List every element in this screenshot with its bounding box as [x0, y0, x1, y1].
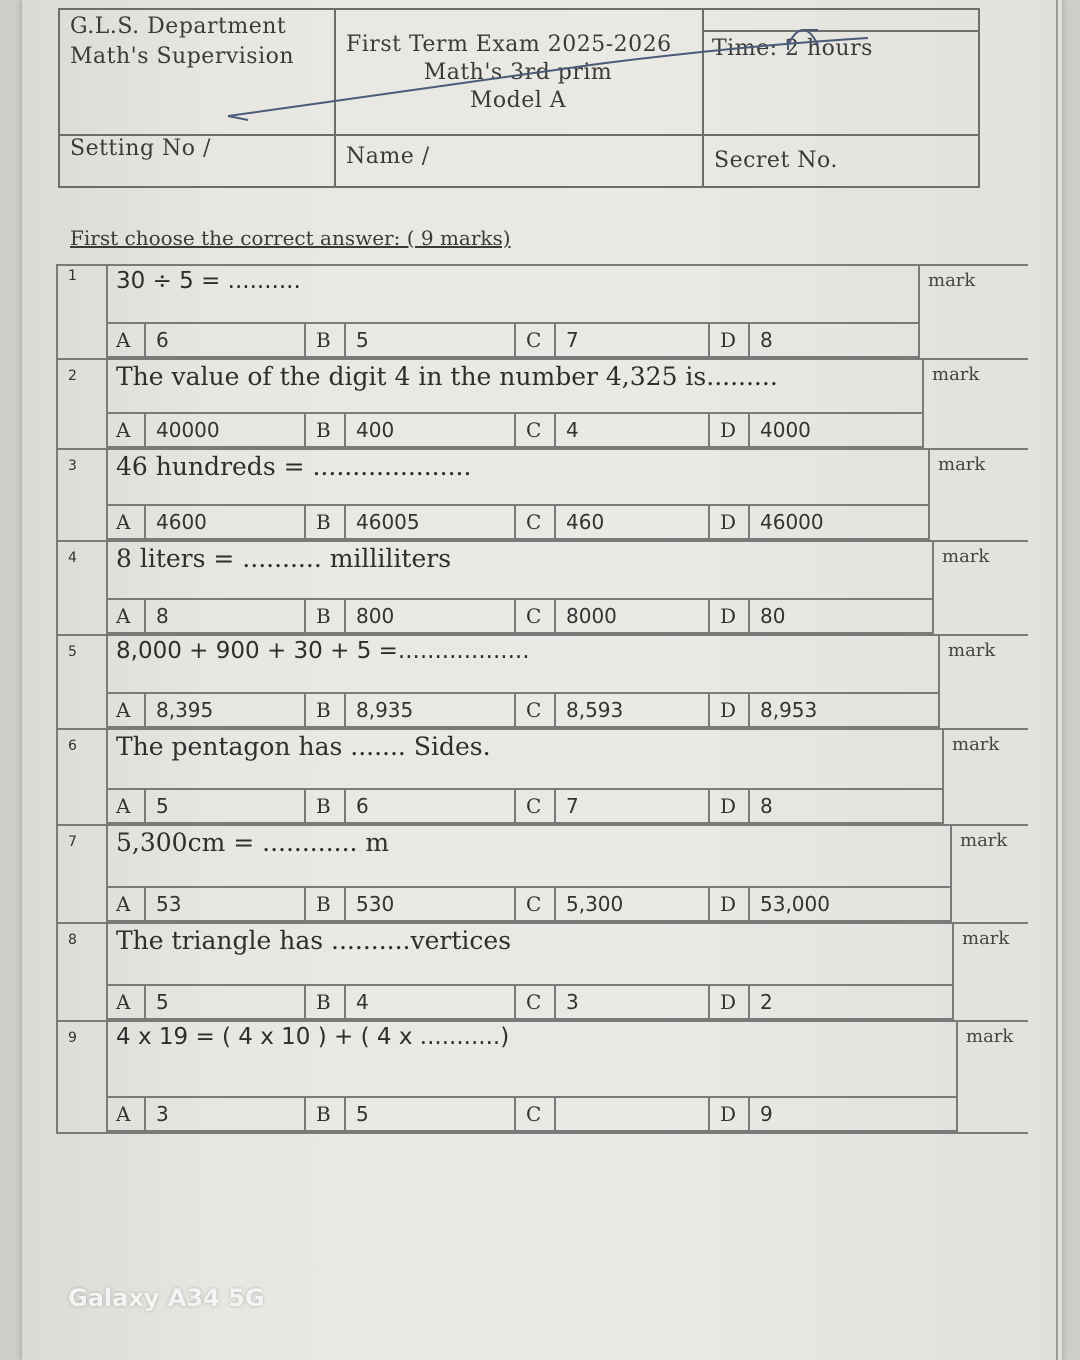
question-text: The triangle has ..........vertices [116, 926, 512, 955]
option-letter: D [720, 892, 737, 916]
grid-bottom-border [56, 1132, 1028, 1134]
mark-label: mark [942, 546, 990, 567]
question-text: 30 ÷ 5 = .......... [116, 268, 301, 294]
question-number: 1 [68, 268, 77, 284]
option-value: 8 [760, 794, 773, 818]
answer-option-d[interactable] [710, 986, 952, 1018]
option-cell-divider [304, 506, 306, 538]
mark-column-divider [950, 824, 952, 922]
option-letter: D [720, 328, 737, 352]
question-number: 7 [68, 834, 77, 850]
option-letter: D [720, 990, 737, 1014]
option-divider [748, 790, 750, 822]
option-divider [344, 888, 346, 920]
option-value: 4 [356, 990, 369, 1014]
section-title: First choose the correct answer: ( 9 marks) [70, 226, 511, 250]
option-cell-divider [304, 790, 306, 822]
option-divider [344, 986, 346, 1018]
option-cell-divider [514, 414, 516, 446]
secret-no-field[interactable]: Secret No. [714, 148, 838, 173]
option-letter: D [720, 418, 737, 442]
mark-column-divider [938, 634, 940, 728]
mark-label: mark [960, 830, 1008, 851]
option-divider [748, 888, 750, 920]
mark-label: mark [948, 640, 996, 661]
option-letter: B [316, 418, 331, 442]
option-divider [144, 600, 146, 632]
answer-option-d[interactable] [710, 888, 950, 920]
option-cell-divider [708, 790, 710, 822]
option-letter: A [116, 1102, 131, 1126]
option-letter: B [316, 794, 331, 818]
option-divider [344, 324, 346, 356]
answer-option-d[interactable] [710, 790, 942, 822]
answer-option-d[interactable] [710, 694, 938, 726]
option-divider [344, 1098, 346, 1130]
answer-option-b[interactable] [306, 600, 516, 632]
option-cell-divider [708, 506, 710, 538]
answer-option-c[interactable] [516, 600, 710, 632]
option-letter: B [316, 698, 331, 722]
option-letter: B [316, 510, 331, 534]
option-value: 40000 [156, 418, 220, 442]
option-cell-divider [304, 694, 306, 726]
options-row [106, 788, 942, 824]
option-value: 8000 [566, 604, 617, 628]
option-letter: B [316, 328, 331, 352]
option-letter: C [526, 794, 542, 818]
option-letter: B [316, 892, 331, 916]
option-divider [144, 986, 146, 1018]
option-divider [748, 506, 750, 538]
option-value: 8,935 [356, 698, 414, 722]
option-divider [554, 324, 556, 356]
option-value: 9 [760, 1102, 773, 1126]
option-cell-divider [514, 324, 516, 356]
option-value: 530 [356, 892, 395, 916]
option-value: 8,593 [566, 698, 624, 722]
option-divider [554, 888, 556, 920]
option-cell-divider [304, 986, 306, 1018]
mark-label: mark [928, 270, 976, 291]
option-value: 46000 [760, 510, 824, 534]
answer-option-a[interactable] [106, 324, 306, 356]
option-value: 6 [356, 794, 369, 818]
option-value: 460 [566, 510, 605, 534]
option-divider [144, 790, 146, 822]
department-label: G.L.S. Department [70, 14, 287, 39]
exam-header-table [58, 8, 978, 186]
options-row [106, 984, 952, 1020]
question-number: 9 [68, 1030, 77, 1046]
option-value: 4 [566, 418, 579, 442]
option-divider [344, 694, 346, 726]
options-row [106, 412, 922, 448]
option-letter: A [116, 604, 131, 628]
exam-title: First Term Exam 2025-2026 [346, 32, 672, 57]
answer-option-b[interactable] [306, 986, 516, 1018]
answer-option-a[interactable] [106, 888, 306, 920]
options-row [106, 886, 950, 922]
answer-option-c[interactable] [516, 1098, 710, 1130]
option-cell-divider [514, 888, 516, 920]
option-letter: A [116, 328, 131, 352]
option-cell-divider [708, 1098, 710, 1130]
option-cell-divider [304, 414, 306, 446]
option-value: 5,300 [566, 892, 624, 916]
answer-option-b[interactable] [306, 694, 516, 726]
option-cell-divider [708, 600, 710, 632]
option-letter: A [116, 698, 131, 722]
option-cell-divider [708, 986, 710, 1018]
option-letter: C [526, 698, 542, 722]
option-cell-divider [304, 600, 306, 632]
answer-option-a[interactable] [106, 790, 306, 822]
option-letter: D [720, 794, 737, 818]
option-divider [554, 986, 556, 1018]
option-divider [748, 986, 750, 1018]
mark-column-divider [932, 540, 934, 634]
question-number: 5 [68, 644, 77, 660]
subject-label: Math's 3rd prim [423, 60, 613, 85]
option-divider [144, 1098, 146, 1130]
option-cell-divider [708, 694, 710, 726]
question-text: The value of the digit 4 in the number 4,325 is......... [116, 362, 778, 391]
option-value: 53 [156, 892, 182, 916]
options-row [106, 1096, 956, 1132]
answer-option-a[interactable] [106, 694, 306, 726]
option-divider [748, 694, 750, 726]
option-value: 8,953 [760, 698, 818, 722]
option-letter: C [526, 990, 542, 1014]
option-divider [344, 790, 346, 822]
question-text: 5,300cm = ............ m [116, 828, 390, 857]
option-value: 8,395 [156, 698, 214, 722]
options-row [106, 322, 918, 358]
option-divider [748, 414, 750, 446]
model-label: Model A [469, 88, 567, 113]
option-divider [144, 506, 146, 538]
option-letter: B [316, 604, 331, 628]
option-cell-divider [514, 986, 516, 1018]
option-cell-divider [304, 888, 306, 920]
question-number: 8 [68, 932, 77, 948]
option-divider [344, 414, 346, 446]
option-divider [144, 694, 146, 726]
answer-option-c[interactable] [516, 694, 710, 726]
option-divider [554, 694, 556, 726]
answer-option-b[interactable] [306, 506, 516, 538]
option-divider [144, 888, 146, 920]
question-text: The pentagon has ....... Sides. [116, 732, 491, 761]
answer-option-b[interactable] [306, 790, 516, 822]
answer-option-b[interactable] [306, 414, 516, 446]
answer-option-b[interactable] [306, 324, 516, 356]
answer-option-d[interactable] [710, 414, 922, 446]
answer-option-c[interactable] [516, 790, 710, 822]
option-divider [748, 1098, 750, 1130]
question-number: 4 [68, 550, 77, 566]
mark-label: mark [966, 1026, 1014, 1047]
mark-column-divider [956, 1020, 958, 1132]
pen-scribble-icon [218, 20, 878, 130]
option-cell-divider [514, 600, 516, 632]
setting-no-field[interactable]: Setting No / [70, 136, 211, 161]
option-value: 53,000 [760, 892, 830, 916]
question-text: 8 liters = .......... milliliters [116, 544, 452, 573]
mark-label: mark [962, 928, 1010, 949]
option-letter: A [116, 510, 131, 534]
answer-option-b[interactable] [306, 1098, 516, 1130]
option-value: 46005 [356, 510, 420, 534]
answer-option-b[interactable] [306, 888, 516, 920]
option-letter: B [316, 990, 331, 1014]
option-value: 7 [566, 794, 579, 818]
option-value: 8 [760, 328, 773, 352]
answer-option-d[interactable] [710, 506, 928, 538]
option-letter: C [526, 604, 542, 628]
option-letter: C [526, 328, 542, 352]
option-divider [144, 414, 146, 446]
answer-option-c[interactable] [516, 506, 710, 538]
mark-column-divider [928, 448, 930, 540]
option-value: 5 [356, 328, 369, 352]
option-value: 7 [566, 328, 579, 352]
option-divider [144, 324, 146, 356]
option-divider [344, 506, 346, 538]
answer-option-a[interactable] [106, 986, 306, 1018]
option-cell-divider [514, 694, 516, 726]
question-text: 46 hundreds = .................... [116, 452, 472, 481]
option-letter: A [116, 418, 131, 442]
option-value: 3 [156, 1102, 169, 1126]
supervision-label: Math's Supervision [70, 44, 295, 69]
option-letter: C [526, 892, 542, 916]
options-row [106, 598, 932, 634]
answer-option-c[interactable] [516, 414, 710, 446]
option-letter: A [116, 794, 131, 818]
option-value: 5 [156, 990, 169, 1014]
option-value: 8 [156, 604, 169, 628]
option-value: 5 [156, 794, 169, 818]
option-value: 6 [156, 328, 169, 352]
option-letter: C [526, 1102, 542, 1126]
time-label: Time: 2 hours [712, 36, 873, 61]
option-divider [554, 506, 556, 538]
options-row [106, 504, 928, 540]
question-text: 4 x 19 = ( 4 x 10 ) + ( 4 x ...........) [116, 1024, 510, 1050]
option-letter: A [116, 990, 131, 1014]
question-text: 8,000 + 900 + 30 + 5 =.................. [116, 638, 530, 664]
answer-option-a[interactable] [106, 1098, 306, 1130]
option-cell-divider [304, 324, 306, 356]
option-letter: B [316, 1102, 331, 1126]
mark-column-divider [952, 922, 954, 1020]
option-letter: A [116, 892, 131, 916]
option-cell-divider [514, 790, 516, 822]
answer-option-a[interactable] [106, 506, 306, 538]
option-value: 2 [760, 990, 773, 1014]
camera-watermark: Galaxy A34 5G [68, 1284, 265, 1312]
option-cell-divider [708, 324, 710, 356]
mark-label: mark [938, 454, 986, 475]
answer-option-d[interactable] [710, 1098, 956, 1130]
option-letter: D [720, 1102, 737, 1126]
option-cell-divider [514, 506, 516, 538]
question-number: 2 [68, 368, 77, 384]
option-value: 5 [356, 1102, 369, 1126]
grid-left-border [56, 264, 58, 1132]
option-value: 3 [566, 990, 579, 1014]
mark-column-divider [922, 358, 924, 448]
name-field[interactable]: Name / [346, 144, 430, 169]
mark-column-divider [942, 728, 944, 824]
mark-column-divider [918, 264, 920, 358]
mark-label: mark [932, 364, 980, 385]
answer-option-a[interactable] [106, 600, 306, 632]
question-number: 3 [68, 458, 77, 474]
answer-option-c[interactable] [516, 888, 710, 920]
option-cell-divider [304, 1098, 306, 1130]
option-letter: C [526, 418, 542, 442]
option-letter: C [526, 510, 542, 534]
option-divider [748, 324, 750, 356]
option-cell-divider [514, 1098, 516, 1130]
option-cell-divider [708, 414, 710, 446]
option-value: 80 [760, 604, 786, 628]
option-divider [554, 790, 556, 822]
answer-option-c[interactable] [516, 986, 710, 1018]
option-letter: D [720, 604, 737, 628]
option-value: 400 [356, 418, 395, 442]
option-cell-divider [708, 888, 710, 920]
option-divider [554, 600, 556, 632]
answer-option-d[interactable] [710, 600, 932, 632]
answer-option-c[interactable] [516, 324, 710, 356]
option-value: 4000 [760, 418, 811, 442]
option-divider [748, 600, 750, 632]
options-row [106, 692, 938, 728]
answer-option-a[interactable] [106, 414, 306, 446]
option-letter: D [720, 510, 737, 534]
option-value: 4600 [156, 510, 207, 534]
option-letter: D [720, 698, 737, 722]
option-divider [344, 600, 346, 632]
option-divider [554, 1098, 556, 1130]
mark-label: mark [952, 734, 1000, 755]
option-value: 800 [356, 604, 395, 628]
option-divider [554, 414, 556, 446]
answer-option-d[interactable] [710, 324, 918, 356]
question-number: 6 [68, 738, 77, 754]
paper-edge [1056, 0, 1058, 1360]
